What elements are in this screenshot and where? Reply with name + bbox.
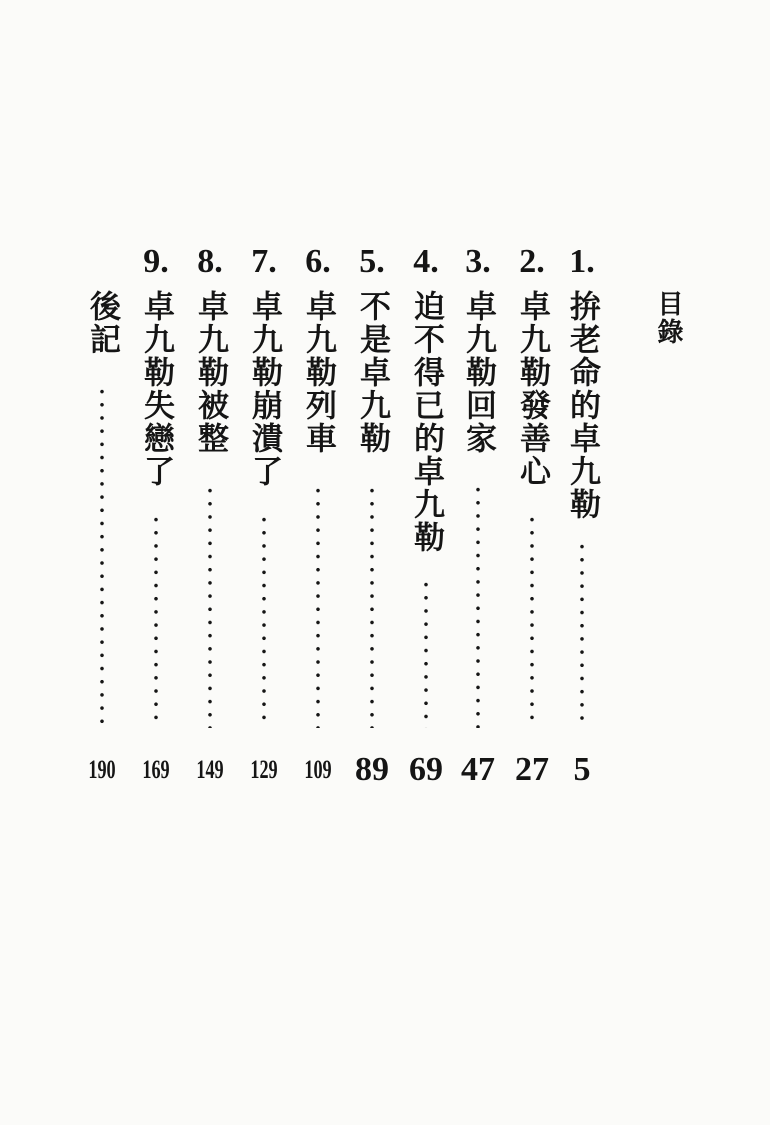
dot-leader <box>530 513 534 728</box>
toc-entry-6 <box>296 240 340 800</box>
entry-title: 卓九勒回家 <box>460 290 496 455</box>
dot-leader <box>262 513 266 728</box>
dot-leader <box>154 513 158 728</box>
entry-page-number: 109 <box>304 755 332 784</box>
entry-title: 迫不得已的卓九勒 <box>408 290 444 554</box>
entry-number: 5. <box>359 243 385 280</box>
entry-page-number: 47 <box>461 751 495 788</box>
entry-title: 卓九勒被整 <box>192 290 228 455</box>
entry-title: 卓九勒列車 <box>300 290 336 455</box>
entry-title: 卓九勒失戀了 <box>138 290 174 488</box>
entry-page-number: 190 <box>88 755 116 784</box>
dot-leader <box>208 484 212 728</box>
entry-page-number: 149 <box>196 755 224 784</box>
toc-entry-4 <box>404 240 448 800</box>
entry-number: 1. <box>569 243 595 280</box>
entry-page-number: 89 <box>355 751 389 788</box>
toc-entry-1 <box>560 240 604 800</box>
entry-page-number: 27 <box>515 751 549 788</box>
entry-title: 卓九勒發善心 <box>514 290 550 488</box>
toc-entry-7 <box>242 240 286 800</box>
entry-page-number: 129 <box>250 755 278 784</box>
toc-entry-afterword <box>80 240 124 800</box>
entry-number: 6. <box>305 243 331 280</box>
toc-entry-9 <box>134 240 178 800</box>
entry-number: 2. <box>519 243 545 280</box>
dot-leader <box>100 385 104 728</box>
entry-page-number: 169 <box>142 755 170 784</box>
entry-number: 4. <box>413 243 439 280</box>
toc-entry-5 <box>350 240 394 800</box>
toc-heading: 目錄 <box>653 290 683 346</box>
entry-number: 3. <box>465 243 491 280</box>
entry-title: 後記 <box>84 290 120 356</box>
dot-leader <box>316 484 320 728</box>
dot-leader <box>476 483 480 728</box>
dot-leader <box>370 484 374 728</box>
entry-page-number: 5 <box>573 751 591 788</box>
toc-entry-8 <box>188 240 232 800</box>
toc-entry-3 <box>456 240 500 800</box>
entry-number: 9. <box>143 243 169 280</box>
dot-leader <box>580 540 584 728</box>
entry-number: 8. <box>197 243 223 280</box>
entry-page-number: 69 <box>409 751 443 788</box>
entry-title: 不是卓九勒 <box>354 290 390 455</box>
entry-title: 拚老命的卓九勒 <box>564 290 600 521</box>
toc-entry-2 <box>510 240 554 800</box>
entry-title: 卓九勒崩潰了 <box>246 290 282 488</box>
dot-leader <box>424 578 428 728</box>
entry-number: 7. <box>251 243 277 280</box>
